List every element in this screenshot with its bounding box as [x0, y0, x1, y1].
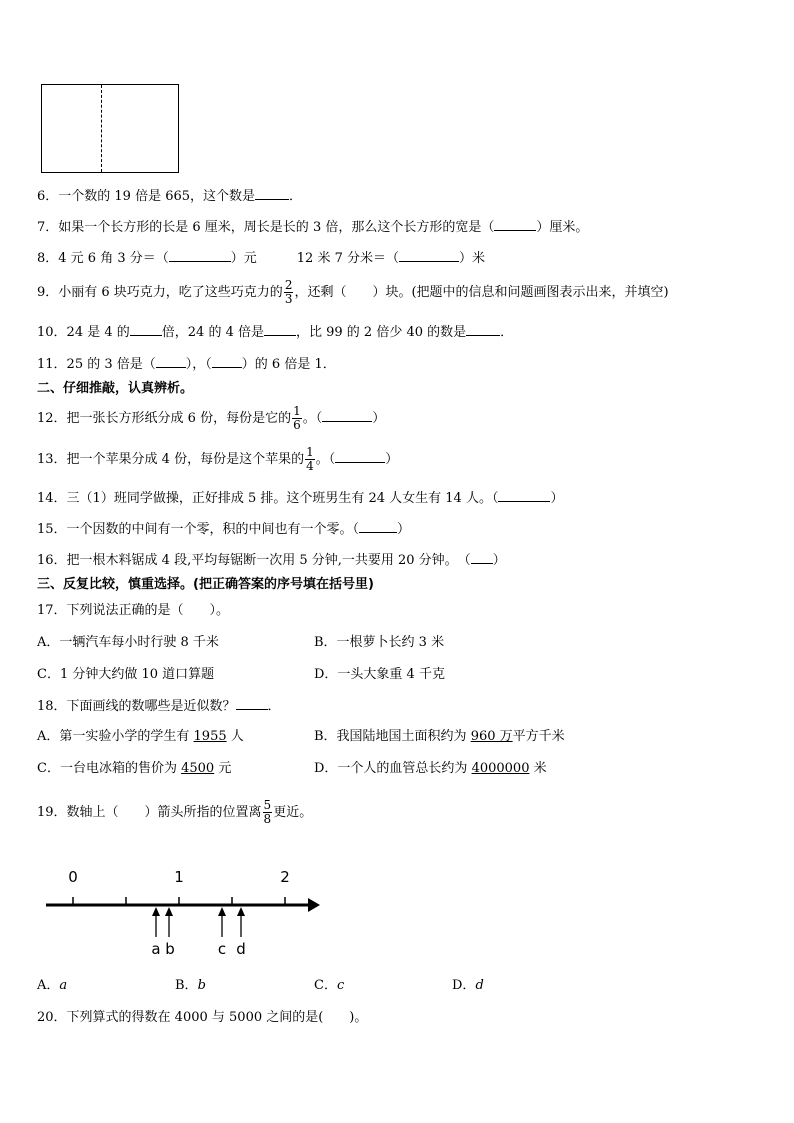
question-15: 15．一个因数的中间有一个零，积的中间也有一个零。（ ） — [37, 522, 411, 537]
answer-blank[interactable] — [130, 323, 162, 336]
option-a[interactable]: A．a — [37, 978, 68, 993]
arrow-b — [165, 907, 173, 937]
answer-blank[interactable] — [494, 218, 536, 231]
answer-blank[interactable] — [156, 355, 186, 368]
question-19: 19．数轴上（ ）箭头所指的位置离 $\frac{5}{8}$ 更近。 — [37, 798, 313, 826]
question-12: 12．把一张长方形纸分成 6 份，每份是它的 $\frac{1}{6}$ 。（ ） — [37, 404, 386, 432]
question-10: 10．24 是 4 的 倍，24 的 4 倍是 ，比 99 的 2 倍少 40 的数是 ． — [37, 325, 514, 340]
option-c[interactable]: C．1 分钟大约做 10 道口算题 — [37, 667, 215, 682]
answer-blank[interactable] — [236, 697, 268, 710]
tick-label-1: 1 — [174, 868, 184, 886]
answer-blank[interactable] — [322, 409, 372, 422]
question-16: 16．把一根木料锯成 4 段,平均每锯断一次用 5 分钟,一共要用 20 分钟。 （ ） — [37, 553, 506, 568]
option-a[interactable]: A．第一实验小学的学生有 1955 人 — [37, 729, 244, 744]
option-a[interactable]: A．一辆汽车每小时行驶 8 千米 — [37, 635, 219, 650]
arrow-a — [152, 907, 160, 937]
question-20: 20．下列算式的得数在 4000 与 5000 之间的是( )。 — [37, 1010, 368, 1025]
answer-blank[interactable] — [255, 187, 289, 200]
option-c[interactable]: C．一台电冰箱的售价为 4500 元 — [37, 761, 232, 776]
question-6: 6．一个数的 19 倍是 665，这个数是 ． — [37, 189, 303, 204]
number-line — [40, 860, 330, 960]
arrow-c — [218, 907, 226, 937]
question-11: 11．25 的 3 倍是（ ），（ ）的 6 倍是 1． — [37, 357, 336, 372]
section-2-heading: 二、仔细推敲，认真辨析。 — [37, 381, 194, 396]
answer-blank[interactable] — [169, 249, 231, 262]
answer-blank[interactable] — [498, 489, 550, 502]
answer-blank[interactable] — [359, 520, 397, 533]
option-d[interactable]: D．一头大象重 4 千克 — [314, 667, 445, 682]
fraction: $\frac{5}{8}$ — [263, 798, 272, 826]
answer-blank[interactable] — [264, 323, 296, 336]
answer-blank[interactable] — [466, 323, 500, 336]
question-14: 14．三（1）班同学做操，正好排成 5 排。这个班男生有 24 人女生有 14 人。（ ） — [37, 491, 564, 506]
question-18: 18．下面画线的数哪些是近似数？ ． — [37, 699, 281, 714]
rectangle-figure — [41, 84, 179, 173]
dashed-fold-line — [101, 85, 102, 172]
arrow-label-b: b — [165, 940, 175, 958]
answer-blank[interactable] — [471, 551, 493, 564]
arrow-label-a: a — [151, 940, 161, 958]
option-b[interactable]: B．我国陆地国土面积约为 960 万平方千米 — [314, 729, 565, 744]
option-d[interactable]: D．d — [452, 978, 484, 993]
question-13: 13．把一个苹果分成 4 份，每份是这个苹果的 $\frac{1}{4}$ 。（ ） — [37, 445, 399, 473]
answer-blank[interactable] — [212, 355, 242, 368]
axis-arrowhead — [308, 898, 320, 912]
answer-blank[interactable] — [399, 249, 459, 262]
arrow-d — [237, 907, 245, 937]
question-8: 8．4 元 6 角 3 分＝（ ）元 12 米 7 分米＝（ ）米 — [37, 251, 485, 266]
question-17: 17．下列说法正确的是（ ）。 — [37, 603, 230, 618]
option-d[interactable]: D．一个人的血管总长约为 4000000 米 — [314, 761, 547, 776]
fraction: $\frac{2}{3}$ — [284, 278, 293, 306]
arrow-label-d: d — [236, 940, 246, 958]
section-3-heading: 三、反复比较，慎重选择。(把正确答案的序号填在括号里) — [37, 577, 374, 592]
tick-label-0: 0 — [68, 868, 78, 886]
tick-label-2: 2 — [280, 868, 290, 886]
arrow-label-c: c — [217, 940, 227, 958]
option-b[interactable]: B．b — [175, 978, 206, 993]
option-b[interactable]: B．一根萝卜长约 3 米 — [314, 635, 445, 650]
question-7: 7．如果一个长方形的长是 6 厘米，周长是长的 3 倍，那么这个长方形的宽是（ ）厘米。 — [37, 220, 589, 235]
fraction: $\frac{1}{6}$ — [293, 404, 301, 432]
option-c[interactable]: C．c — [314, 978, 345, 993]
answer-blank[interactable] — [335, 450, 385, 463]
question-9: 9．小丽有 6 块巧克力，吃了这些巧克力的 $\frac{2}{3}$ ，还剩（ ）块。(把题中的信息和问题画图表示出来，并填空) — [37, 278, 669, 306]
fraction: $\frac{1}{4}$ — [306, 445, 314, 473]
